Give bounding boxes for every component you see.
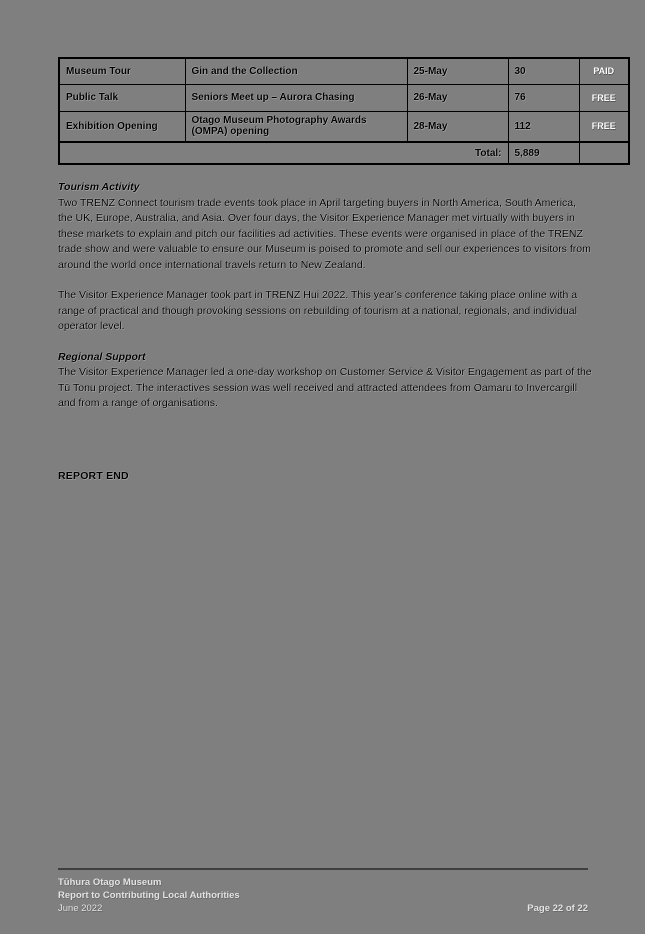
section-heading: Regional Support (58, 350, 146, 363)
section-regional-support (58, 350, 592, 412)
total-row (59, 142, 629, 164)
event-name-cell: Seniors Meet up – Aurora Chasing (185, 84, 407, 111)
paragraph: Two TRENZ Connect tourism trade events took place in April targeting buyers in North America, South America, the UK, Europe, Australia, and Asia. Over four days, the Visitor Experience Manager met virtually with buyers in these markets to explain and pitch our facilities ad activities. These events were organised in place of the TRENZ trade show and were valuable to ensure our Museum is poised to promote and sell our experiences to visitors from around the world once international travels return to New Zealand. (58, 196, 591, 271)
event-date-cell: 25-May (407, 58, 508, 84)
table-row (59, 84, 629, 111)
footer-page-number: Page 22 of 22 (527, 903, 588, 914)
table-row (59, 111, 629, 142)
event-date-cell: 26-May (407, 84, 508, 111)
event-name-cell: Otago Museum Photography Awards (OMPA) opening (185, 111, 407, 142)
page-footer (58, 868, 588, 915)
event-type-cell: Exhibition Opening (59, 111, 185, 142)
report-body (58, 180, 592, 427)
table-row (59, 58, 629, 84)
events-table (58, 57, 630, 165)
report-end-label: REPORT END (58, 470, 129, 482)
event-type-cell: Museum Tour (59, 58, 185, 84)
paragraph: The Visitor Experience Manager took part in TRENZ Hui 2022. This year’s conference taking place online with a range of practical and though provoking sessions on rebuilding of tourism at a national, regionals, and individual operator level. (58, 289, 578, 332)
total-value: 5,889 (508, 142, 579, 164)
event-date-cell: 28-May (407, 111, 508, 142)
attendance-cell: 30 (508, 58, 579, 84)
paid-free-badge: FREE (579, 84, 629, 111)
section-heading: Tourism Activity (58, 181, 140, 193)
total-label: Total: (59, 142, 508, 164)
paid-free-badge: FREE (579, 111, 629, 142)
attendance-cell: 76 (508, 84, 579, 111)
empty-badge-cell (579, 142, 629, 164)
footer-date: June 2022 (58, 903, 103, 914)
footer-report-title: Report to Contributing Local Authorities (58, 890, 240, 901)
paid-free-badge: PAID (579, 58, 629, 84)
footer-divider (58, 868, 588, 870)
event-name-cell: Gin and the Collection (185, 58, 407, 84)
attendance-cell: 112 (508, 111, 579, 142)
paragraph: The Visitor Experience Manager led a one-day workshop on Customer Service & Visitor Engagement as part of the Tū Tonu project. The interactives session was well received and attracted attendees from Oamaru to Invercargill and from a range of organisations. (58, 366, 592, 409)
event-type-cell: Public Talk (59, 84, 185, 111)
section-tourism-activity (58, 180, 592, 335)
footer-org-name: Tūhura Otago Museum (58, 877, 162, 888)
